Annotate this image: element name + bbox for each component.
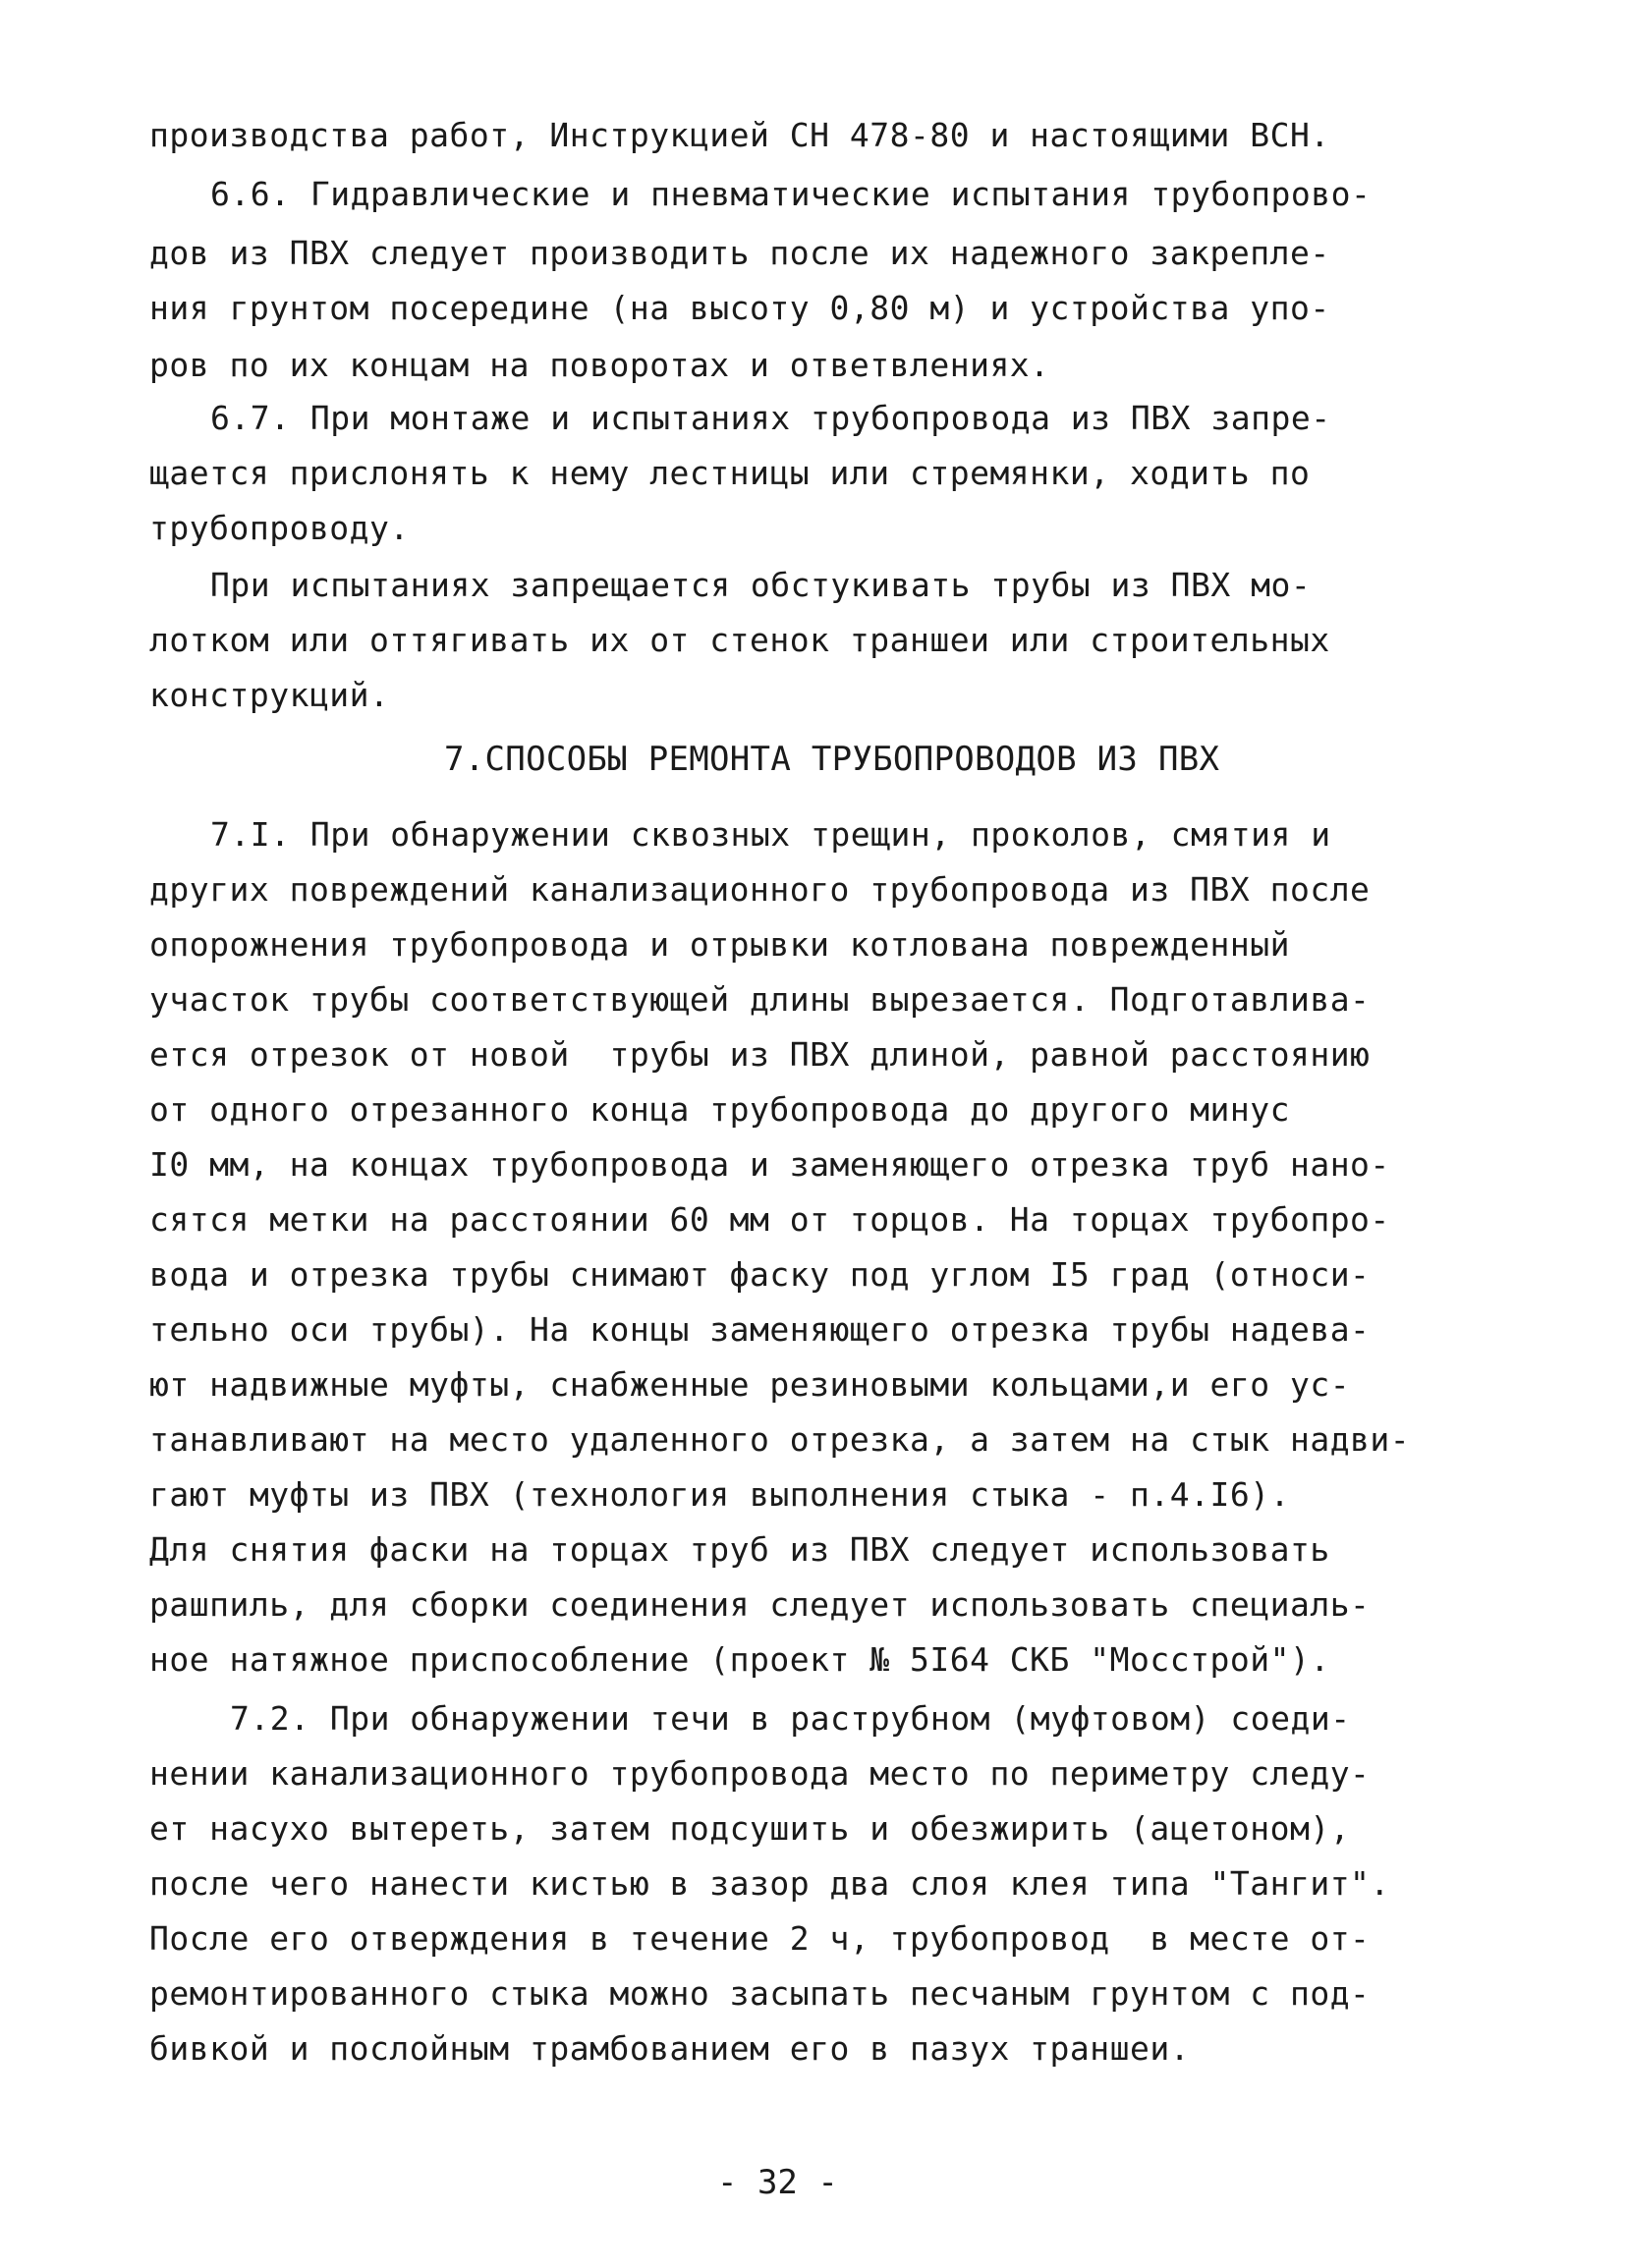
page-number: - 32 - (717, 2163, 838, 2202)
text-line: дов из ПВХ следует производить после их надежного закрепле- (149, 234, 1330, 272)
text-line: нении канализационного трубопровода место по периметру следу- (149, 1754, 1371, 1793)
text-line: щается прислонять к нему лестницы или стремянки, ходить по (149, 454, 1311, 492)
text-line: участок трубы соответствующей длины вырезается. Подготавлива- (149, 980, 1371, 1019)
text-line: трубопроводу. (149, 509, 410, 547)
text-line: 7.2. При обнаружении течи в раструбном (муфтовом) соеди- (230, 1699, 1351, 1738)
text-line: гают муфты из ПВХ (технология выполнения стыка - п.4.I6). (149, 1475, 1290, 1514)
text-line: При испытаниях запрещается обстукивать трубы из ПВХ мо- (210, 566, 1312, 604)
text-line: ное натяжное приспособление (проект № 5I64 СКБ "Мосстрой"). (149, 1640, 1330, 1679)
text-line: от одного отрезанного конца трубопровода до другого минус (149, 1090, 1290, 1129)
text-line: после чего нанести кистью в зазор два слоя клея типа "Тангит". (149, 1864, 1390, 1903)
text-line: 7.I. При обнаружении сквозных трещин, проколов, смятия и (210, 815, 1331, 854)
text-line: тельно оси трубы). На концы заменяющего отрезка трубы надева- (149, 1310, 1371, 1349)
text-line: ют надвижные муфты, снабженные резиновыми кольцами,и его ус- (149, 1365, 1351, 1404)
section-heading: 7.СПОСОБЫ РЕМОНТА ТРУБОПРОВОДОВ ИЗ ПВХ (444, 740, 1220, 779)
text-line: бивкой и послойным трамбованием его в пазух траншеи. (149, 2029, 1191, 2068)
text-line: 6.6. Гидравлические и пневматические испытания трубопрово- (210, 175, 1372, 213)
text-line: ния грунтом посередине (на высоту 0,80 м) и устройства упо- (149, 289, 1330, 327)
text-line: рашпиль, для сборки соединения следует использовать специаль- (149, 1585, 1371, 1624)
text-line: лотком или оттягивать их от стенок траншеи или строительных (149, 621, 1330, 659)
text-line: I0 мм, на концах трубопровода и заменяющего отрезка труб нано- (149, 1145, 1390, 1184)
text-line: ет насухо вытереть, затем подсушить и обезжирить (ацетоном), (149, 1809, 1351, 1848)
text-line: опорожнения трубопровода и отрывки котлована поврежденный (149, 925, 1290, 964)
text-line: танавливают на место удаленного отрезка, а затем на стык надви- (149, 1420, 1411, 1459)
text-line: ремонтированного стыка можно засыпать песчаным грунтом с под- (149, 1974, 1371, 2013)
text-line: Для снятия фаски на торцах труб из ПВХ следует использовать (149, 1530, 1330, 1569)
text-line: вода и отрезка трубы снимают фаску под углом I5 град (относи- (149, 1255, 1371, 1294)
text-line: других повреждений канализационного трубопровода из ПВХ после (149, 870, 1371, 909)
text-line: ров по их концам на поворотах и ответвлениях. (149, 346, 1050, 384)
text-line: сятся метки на расстоянии 60 мм от торцов. На торцах трубопро- (149, 1200, 1390, 1239)
text-line: конструкций. (149, 676, 390, 714)
text-line: ется отрезок от новой трубы из ПВХ длиной, равной расстоянию (149, 1035, 1371, 1074)
text-line: После его отверждения в течение 2 ч, трубопровод в месте от- (149, 1919, 1371, 1958)
text-line: производства работ, Инструкцией СН 478-80 и настоящими ВСН. (149, 116, 1330, 154)
text-line: 6.7. При монтаже и испытаниях трубопровода из ПВХ запре- (210, 399, 1331, 437)
